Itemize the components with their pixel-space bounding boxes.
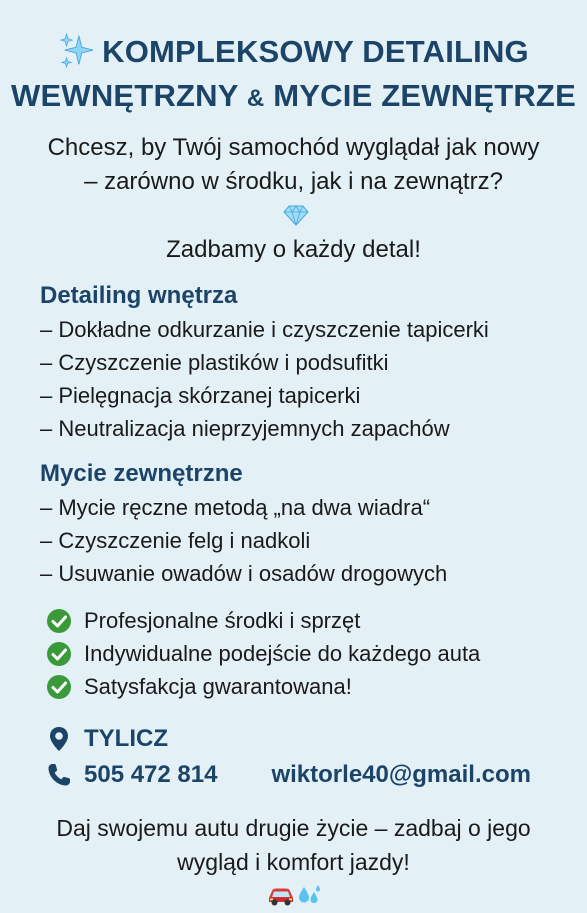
contact-section	[0, 721, 587, 793]
email-address[interactable]: wiktorle40@gmail.com	[271, 761, 531, 788]
list-item: – Usuwanie owadów i osadów drogowych	[40, 561, 448, 586]
outro-line-1: Daj swojemu autu drugie życie – zadbaj o jego	[56, 815, 531, 841]
list-item: – Dokładne odkurzanie i czyszczenie tapicerki	[40, 317, 489, 342]
benefit-text: Indywidualne podejście do każdego auta	[84, 640, 481, 666]
intro-line-2	[0, 165, 587, 233]
intro-line-2-text: – zarówno w środku, jak i na zewnątrz?	[84, 168, 503, 195]
phone-row	[46, 757, 587, 793]
title-text-2a: WEWNĘTRZNY	[11, 78, 239, 113]
interior-title: Detailing wnętrza	[40, 282, 238, 309]
list-item: – Czyszczenie felg i nadkoli	[40, 528, 311, 553]
title-text-2b: MYCIE ZEWNĘTRZE	[273, 78, 576, 113]
sparkles-icon	[58, 32, 96, 70]
title-text-1: KOMPLEKSOWY DETAILING	[102, 34, 529, 69]
water-drops-icon	[296, 884, 322, 908]
benefit-item	[46, 637, 587, 670]
outro-line-2	[0, 845, 587, 913]
intro-text	[0, 131, 587, 267]
intro-line-3: Zadbamy o każdy detal!	[166, 236, 421, 263]
interior-section	[0, 279, 587, 445]
exterior-section	[0, 457, 587, 590]
car-icon	[266, 885, 296, 907]
flyer-title	[0, 30, 587, 121]
benefits-list	[0, 604, 587, 703]
outro-line-2-text: wygląd i komfort jazdy!	[177, 849, 410, 875]
title-ampersand: &	[246, 85, 265, 112]
list-item: – Pielęgnacja skórzanej tapicerki	[40, 383, 361, 408]
phone-icon	[46, 762, 72, 788]
benefit-item	[46, 604, 587, 637]
location-row	[46, 721, 587, 757]
gem-icon	[283, 204, 309, 226]
phone-number[interactable]: 505 472 814	[84, 761, 218, 788]
map-pin-icon	[46, 726, 72, 752]
title-line-2	[0, 74, 587, 121]
benefit-item	[46, 670, 587, 703]
check-circle-icon	[46, 641, 72, 667]
exterior-title: Mycie zewnętrzne	[40, 460, 243, 487]
list-item: – Mycie ręczne metodą „na dwa wiadra“	[40, 495, 431, 520]
intro-line-1: Chcesz, by Twój samochód wyglądał jak nowy	[47, 134, 540, 161]
benefit-text: Profesjonalne środki i sprzęt	[84, 607, 361, 633]
check-circle-icon	[46, 608, 72, 634]
location-text: TYLICZ	[84, 725, 168, 752]
check-circle-icon	[46, 674, 72, 700]
title-line-1	[0, 30, 587, 74]
list-item: – Neutralizacja nieprzyjemnych zapachów	[40, 416, 450, 441]
list-item: – Czyszczenie plastików i podsufitki	[40, 350, 389, 375]
outro-text	[0, 811, 587, 913]
benefit-text: Satysfakcja gwarantowana!	[84, 673, 352, 699]
